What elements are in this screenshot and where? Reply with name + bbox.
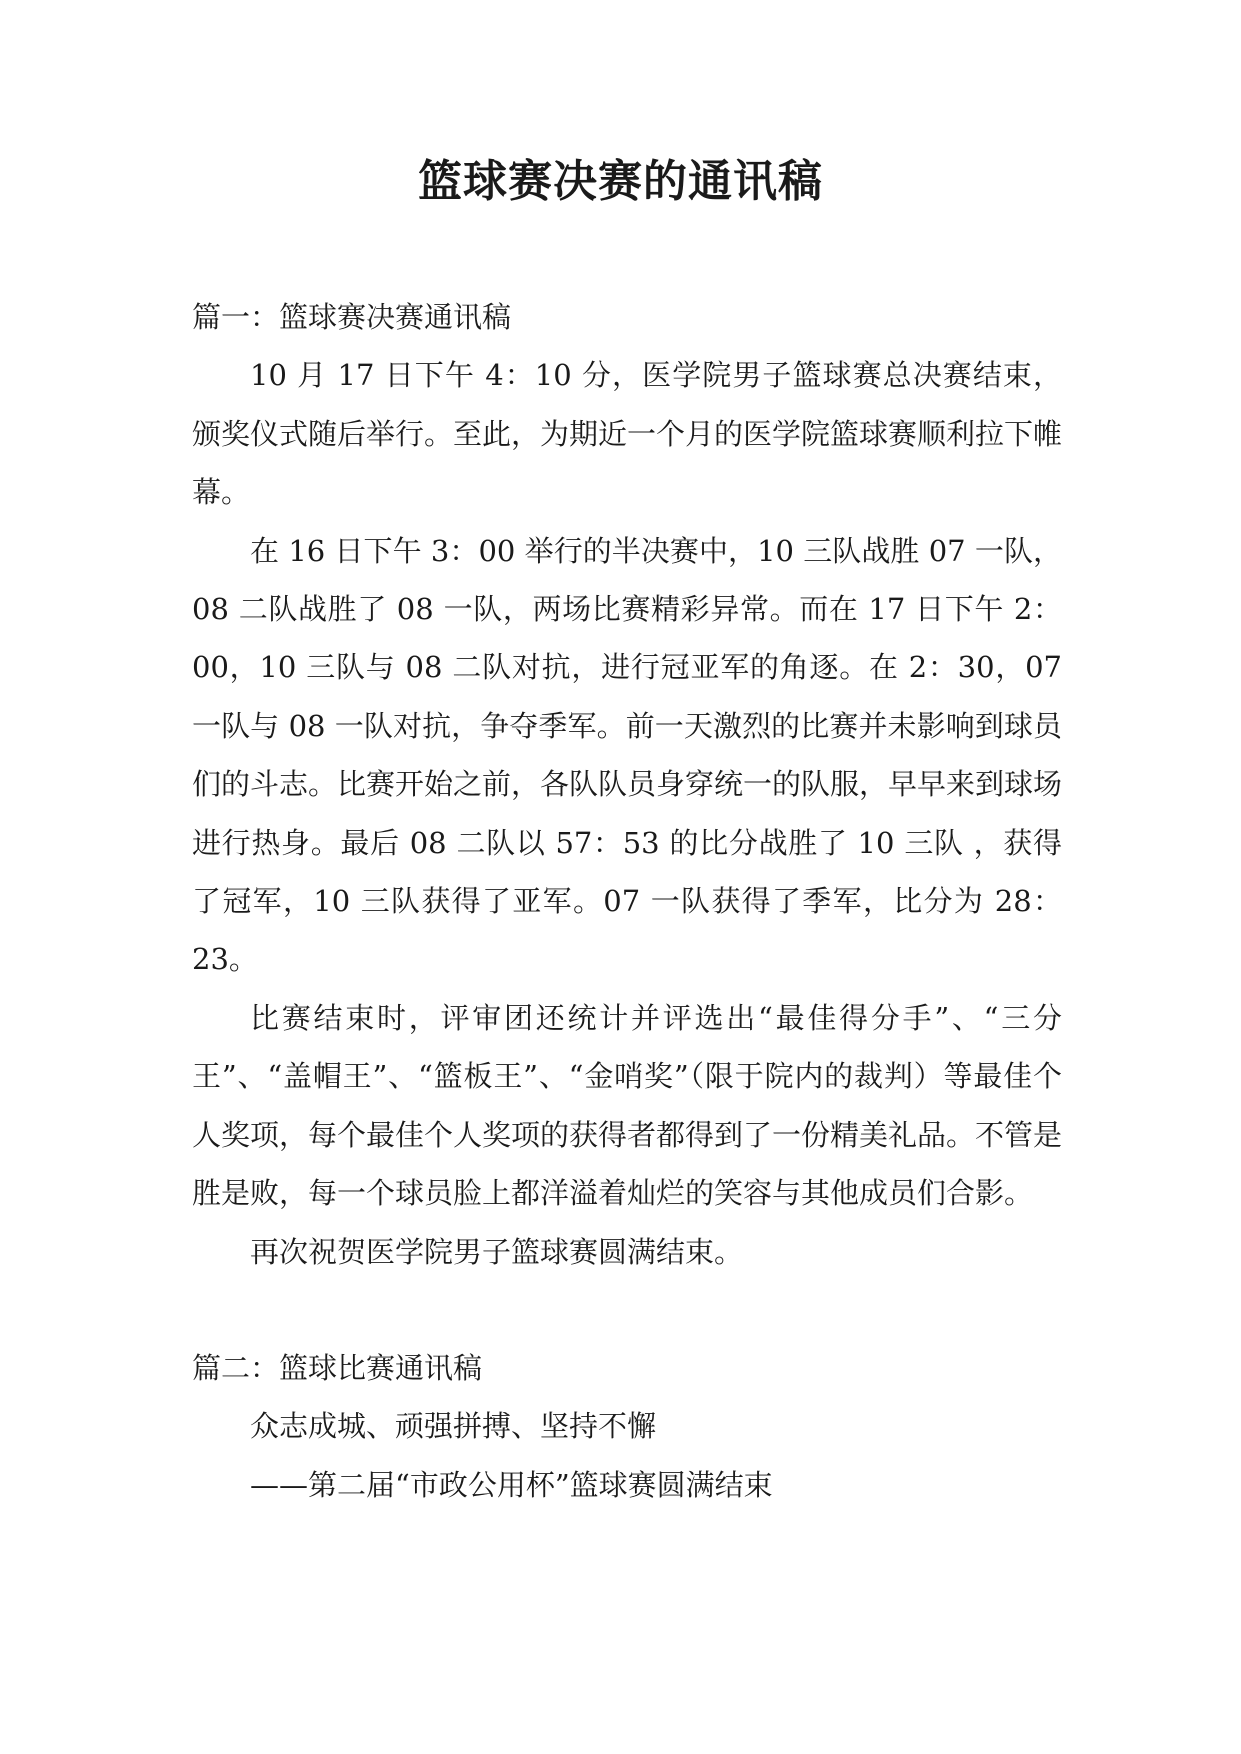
section-1-paragraph-3: 比赛结束时，评审团还统计并评选出“最佳得分手”、“三分王”、“盖帽王”、“篮板王”、“金哨奖”（限于院内的裁判）等最佳个人奖项，每个最佳个人奖项的获得者都得到了一份精美礼品。不管是胜是败，每一个球员脸上都洋溢着灿烂的笑容与其他成员们合影。 — [192, 1000, 1063, 1211]
document-body — [192, 288, 1062, 1514]
document-title: 篮球赛决赛的通讯稿 — [418, 156, 823, 207]
section-1-heading: 篇一：篮球赛决赛通讯稿 — [192, 300, 512, 334]
section-2-heading: 篇二：篮球比赛通讯稿 — [192, 1350, 483, 1385]
section-1-paragraph-2: 在 16 日下午 3：00 举行的半决赛中，10 三队战胜 07 一队，08 二队战胜了 08 一队，两场比赛精彩异常。而在 17 日下午 2：00，10 三队与 08 二队对抗，进行冠亚军的角逐。在 2：30，07 一队与 08 一队对抗，争夺季军。前一天激烈的比赛并未影响到球员们的斗志。比赛开始之前，各队队员身穿统一的队服，早早来到球场进行热身。最后 08 二队以 57：53 的比分战胜了 10 三队 ，获得了冠军，10 三队获得了亚军。07 一队获得了季军，比分为 28：23。 — [192, 533, 1063, 977]
section-1-paragraph-4: 再次祝贺医学院男子篮球赛圆满结束。 — [250, 1234, 744, 1269]
section-spacer — [192, 1281, 1062, 1339]
section-2-subtitle: 众志成城、顽强拼搏、坚持不懈 — [250, 1409, 657, 1444]
section-2-subtitle-2: ——第二届“市政公用杯”篮球赛圆满结束 — [250, 1467, 773, 1502]
section-1-paragraph-1: 10 月 17 日下午 4：10 分，医学院男子篮球赛总决赛结束，颁奖仪式随后举行。至此，为期近一个月的医学院篮球赛顺利拉下帷幕。 — [192, 358, 1063, 510]
